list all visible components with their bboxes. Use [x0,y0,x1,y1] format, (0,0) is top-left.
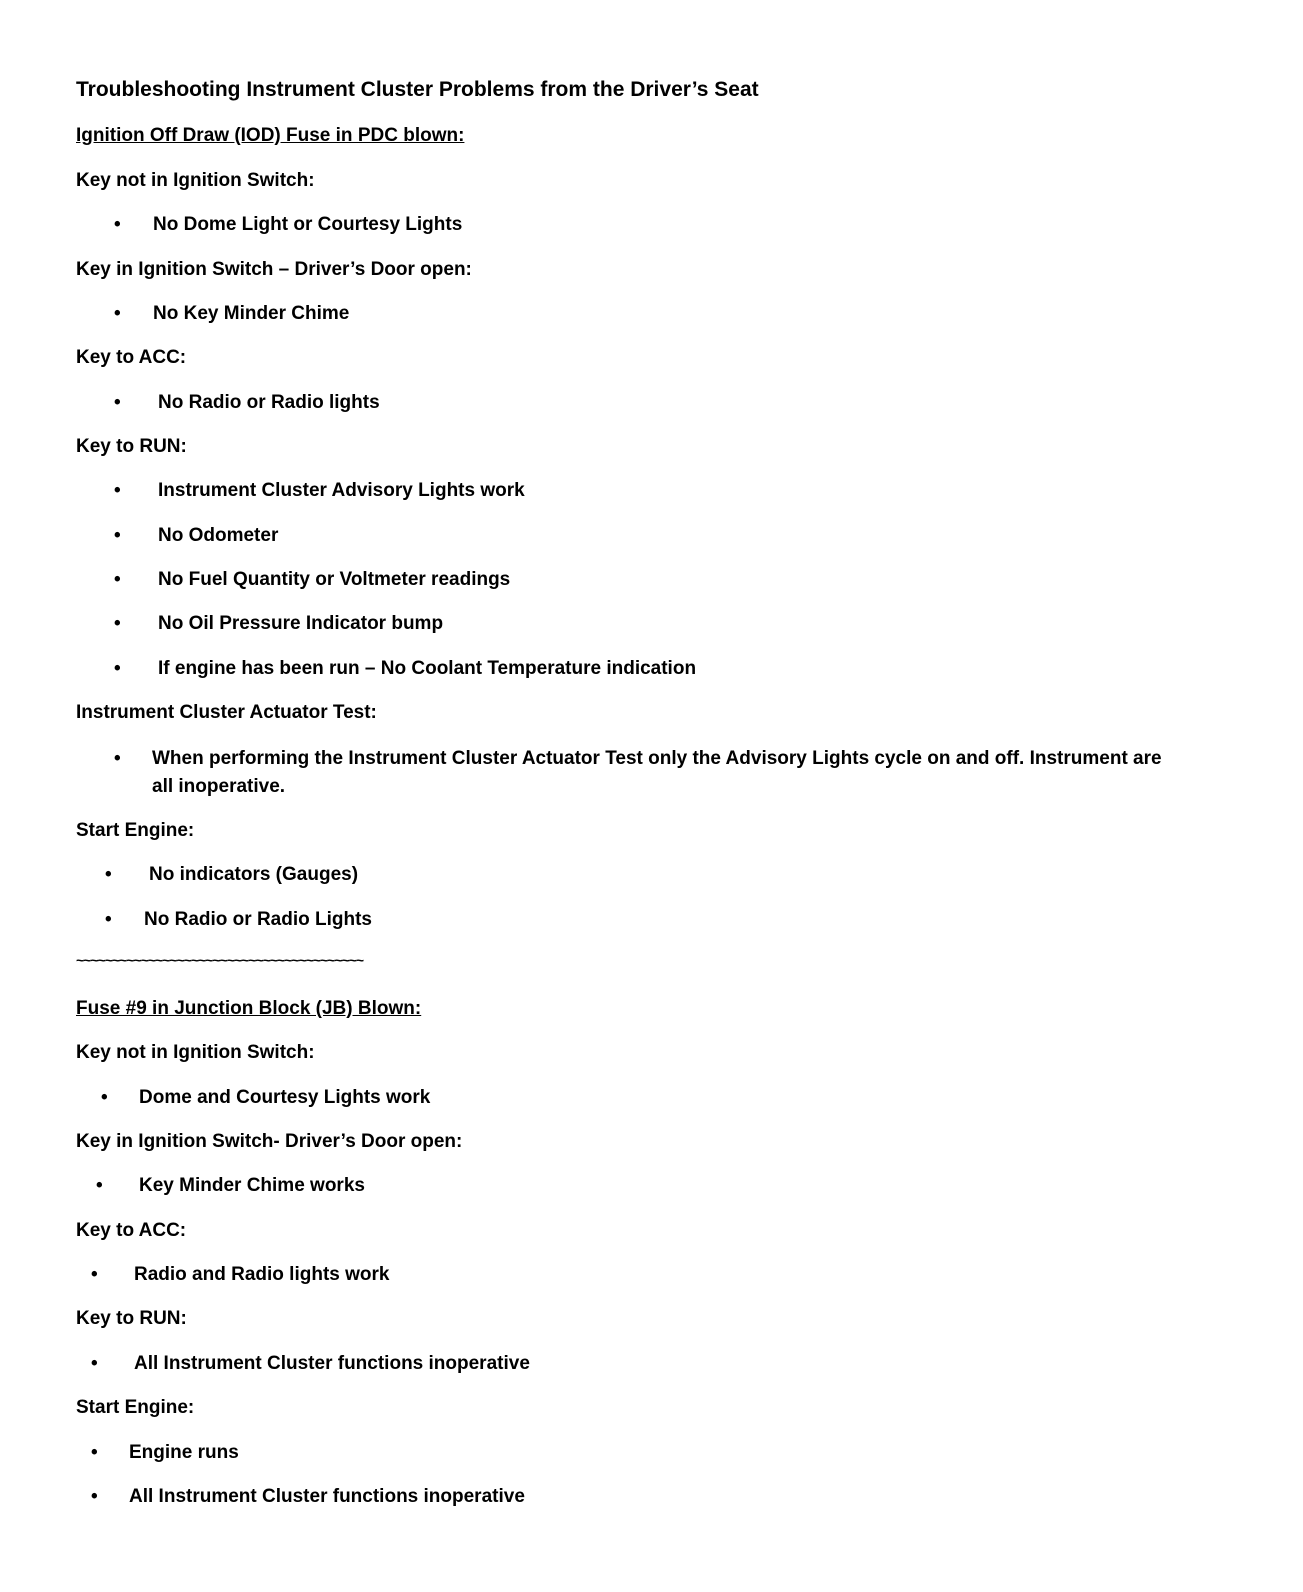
list-item-text: If engine has been run – No Coolant Temperature indication [158,658,697,679]
subheading-key-run: Key to RUN: [76,1308,187,1329]
bullet-icon: • [114,480,121,501]
bullet-icon: • [114,392,121,413]
bullet-icon: • [91,1486,98,1507]
list-item-text: Key Minder Chime works [139,1175,365,1196]
bullet-icon: • [91,1264,98,1285]
list-item-text: No Odometer [158,525,279,546]
bullet-icon: • [101,1087,108,1108]
list-item-text: Dome and Courtesy Lights work [139,1087,431,1108]
bullet-icon: • [114,748,121,769]
bullet-icon: • [91,1353,98,1374]
list-item-text: No Radio or Radio lights [158,392,380,413]
list-item-text: No Fuel Quantity or Voltmeter readings [158,569,511,590]
subheading-actuator-test: Instrument Cluster Actuator Test: [76,702,377,723]
list-item-text: Instrument Cluster Advisory Lights work [158,480,525,501]
section-heading-iod-fuse: Ignition Off Draw (IOD) Fuse in PDC blown: [76,125,465,146]
section-separator: ~~~~~~~~~~~~~~~~~~~~~~~~~~~~~~~~~~~~~~~~ [76,952,364,968]
list-item-text: No indicators (Gauges) [149,864,359,885]
list-item-text: No Oil Pressure Indicator bump [158,613,444,634]
list-item-text: No Dome Light or Courtesy Lights [153,214,463,235]
section-heading-fuse-9: Fuse #9 in Junction Block (JB) Blown: [76,998,422,1019]
bullet-icon: • [114,613,121,634]
subheading-start-engine: Start Engine: [76,1397,195,1418]
bullet-icon: • [114,569,121,590]
subheading-key-acc: Key to ACC: [76,1220,187,1241]
bullet-icon: • [114,303,121,324]
subheading-key-in-door: Key in Ignition Switch- Driver’s Door open: [76,1131,463,1152]
list-item-text: No Radio or Radio Lights [144,909,372,930]
bullet-icon: • [105,909,112,930]
list-item-text: When performing the Instrument Cluster Actuator Test only the Advisory Lights cycle on and off. Instrument are all inoperative. [152,748,1162,797]
subheading-start-engine: Start Engine: [76,820,195,841]
bullet-icon: • [114,658,121,679]
subheading-key-run: Key to RUN: [76,436,187,457]
list-item-text: All Instrument Cluster functions inoperative [129,1486,525,1507]
subheading-key-not-in: Key not in Ignition Switch: [76,170,315,191]
bullet-icon: • [96,1175,103,1196]
subheading-key-in-door: Key in Ignition Switch – Driver’s Door open: [76,259,472,280]
subheading-key-acc: Key to ACC: [76,347,187,368]
bullet-icon: • [91,1442,98,1463]
bullet-icon: • [114,525,121,546]
list-item-text: All Instrument Cluster functions inoperative [134,1353,530,1374]
list-item-text: Engine runs [129,1442,239,1463]
subheading-key-not-in: Key not in Ignition Switch: [76,1042,315,1063]
bullet-icon: • [105,864,112,885]
list-item-text: Radio and Radio lights work [134,1264,390,1285]
document-title: Troubleshooting Instrument Cluster Problems from the Driver’s Seat [76,78,759,101]
list-item-text: No Key Minder Chime [153,303,350,324]
bullet-icon: • [114,214,121,235]
